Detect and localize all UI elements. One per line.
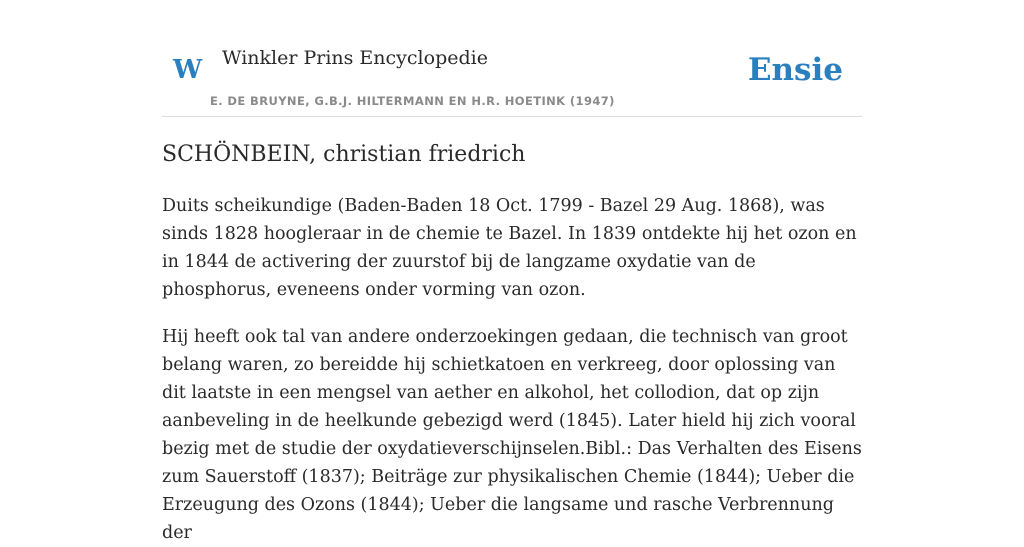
page bbox=[162, 0, 862, 543]
site-header bbox=[162, 40, 862, 117]
entry-title: SCHÖNBEIN, christian friedrich bbox=[162, 142, 526, 167]
entry-paragraph: Hij heeft ook tal van andere onderzoekingen gedaan, die technisch van groot belang waren, zo bereidde hij schietkatoen en verkreeg, door oplossing van dit laatste in een mengsel van aether en alkohol, het collodion, dat op zijn aanbeveling in de heelkunde gebezigd werd (1845). Later hield hij zich vooral bezig met de studie der oxydatieverschijnselen.Bibl.: Das Verhalten des Eisens zum Sauerstoff (1837); Beiträge zur physikalischen Chemie (1844); Ueber die Erzeugung des Ozons (1844); Ueber die langsame und rasche Verbrennung der bbox=[162, 327, 862, 543]
authors-line: E. DE BRUYNE, G.B.J. HILTERMANN EN H.R. HOETINK (1947) bbox=[210, 94, 615, 108]
entry-paragraph: Duits scheikundige (Baden-Baden 18 Oct. 1799 - Bazel 29 Aug. 1868), was sinds 1828 hoogleraar in de chemie te Bazel. In 1839 ontdekte hij het ozon en in 1844 de activering der zuurstof bij de langzame oxydatie van de phosphorus, eveneens onder vorming van ozon. bbox=[162, 196, 857, 300]
site-logo[interactable]: W bbox=[173, 55, 203, 85]
brand-logo[interactable]: Ensie bbox=[747, 52, 843, 88]
site-title[interactable]: Winkler Prins Encyclopedie bbox=[222, 47, 488, 69]
